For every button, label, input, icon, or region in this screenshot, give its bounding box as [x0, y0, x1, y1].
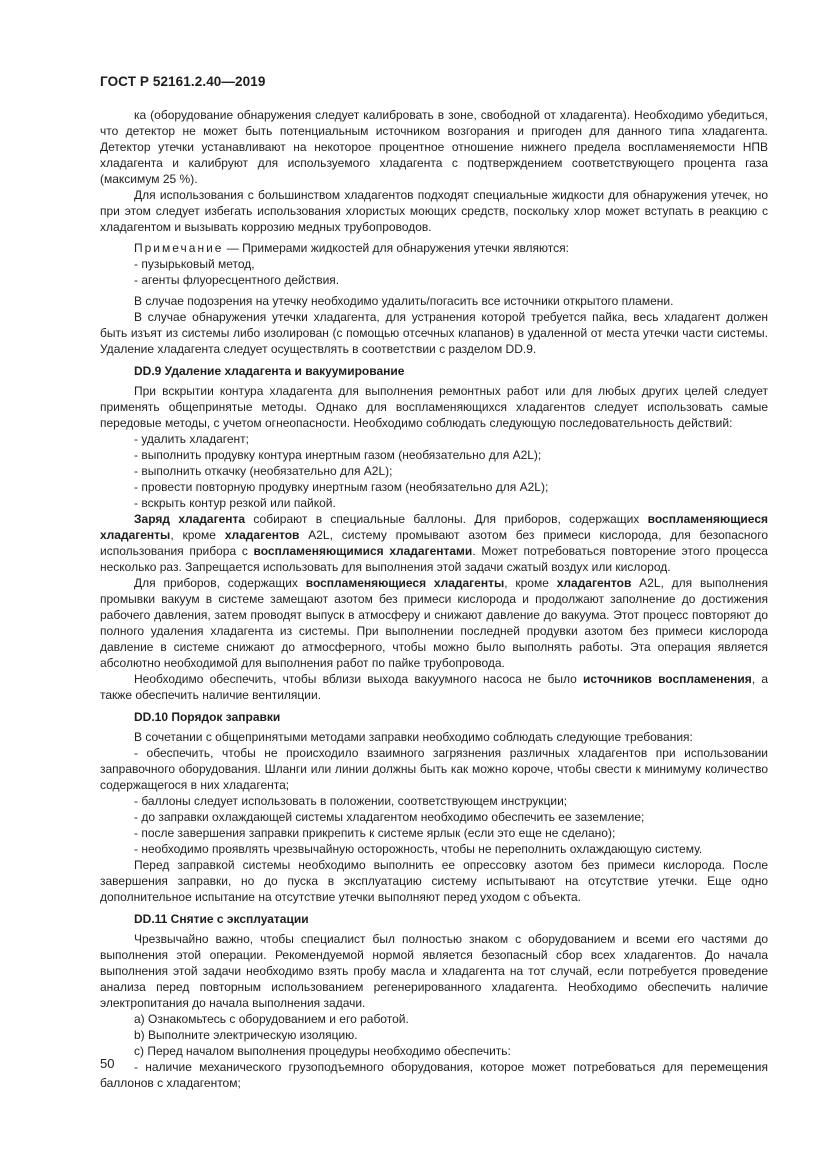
term: хладагентов — [224, 528, 300, 542]
list-item: - наличие механического грузоподъемного оборудования, которое может потребоваться для перемещения баллонов с хладагентом; — [100, 1060, 768, 1090]
list-item: - после завершения заправки прикрепить к системе ярлык (если это еще не сделано); — [134, 826, 616, 840]
paragraph: ка (оборудование обнаружения следует калибровать в зоне, свободной от хладагента). Необходимо убедиться, что детектор не может быть потенциальным источником возгорания и пригоден для данного типа хладагента. Детектор утечки устанавливают на некоторое процентное отношение нижнего предела воспламеняемости НПВ хладагента и калибруют для используемого хладагента с подтверждением соответствующего процента газа (максимум 25 %). — [100, 108, 768, 186]
paragraph — [100, 671, 768, 703]
section-heading-dd10: DD.10 Порядок заправки — [134, 710, 281, 724]
paragraph: При вскрытии контура хладагента для выполнения ремонтных работ или для любых других целей следует применять общепринятые методы. Однако для воспламеняющихся хладагентов следует использовать самые передовые методы, с учетом огнеопасности. Необходимо соблюдать следующую последовательность действий: — [100, 384, 768, 430]
term: Заряд хладагента — [134, 512, 246, 526]
page-body — [100, 107, 768, 1091]
paragraph: Для использования с большинством хладагентов подходят специальные жидкости для обнаружения утечек, но при этом следует избегать использования хлористых моющих средств, поскольку хлор может вступать в реакцию с хладагентом и вызывать коррозию медных трубопроводов. — [100, 188, 768, 234]
paragraph: В случае обнаружения утечки хладагента, для устранения которой требуется пайка, весь хладагент должен быть изъят из системы либо изолирован (с помощью отсечных клапанов) в удаленной от места утечки части системы. Удаление хладагента следует осуществлять в соответствии с разделом DD.9. — [100, 310, 768, 356]
list-item: - до заправки охлаждающей системы хладагентом необходимо обеспечить ее заземление; — [134, 810, 645, 824]
note-text: — Примерами жидкостей для обнаружения утечки являются: — [223, 241, 569, 255]
term: источников воспламенения — [582, 672, 752, 686]
list-item: - обеспечить, чтобы не происходило взаимного загрязнения различных хладагентов при использовании заправочного оборудования. Шланги или линии должны быть как можно короче, чтобы свести к минимуму количество содержащегося в них хладагента; — [100, 746, 768, 792]
list-item: a) Ознакомьтесь с оборудованием и его работой. — [134, 1012, 409, 1026]
note-item: - агенты флуоресцентного действия. — [134, 273, 340, 287]
list-item: c) Перед началом выполнения процедуры необходимо обеспечить: — [134, 1044, 511, 1058]
text-run: A2L, систему промывают азотом без примеси кислорода, для безопасного использования прибора с — [100, 528, 768, 558]
section-heading-dd11: DD.11 Снятие с эксплуатации — [134, 912, 309, 926]
list-item: - выполнить откачку (необязательно для A2L); — [134, 464, 393, 478]
list-item: - удалить хладагент; — [134, 432, 249, 446]
text-run: Необходимо обеспечить, чтобы вблизи выхода вакуумного насоса не было — [134, 672, 583, 686]
list-item: - необходимо проявлять чрезвычайную осторожность, чтобы не переполнить охлаждающую систему. — [134, 842, 703, 856]
note — [100, 240, 768, 256]
paragraph: Чрезвычайно важно, чтобы специалист был полностью знаком с оборудованием и всеми его частями до выполнения этой операции. Рекомендуемой нормой является безопасный сбор всех хладагентов. До начала выполнения этой задачи необходимо взять пробу масла и хладагента на тот случай, если потребуется проведение анализа перед повторным использованием регенерированного хладагента. Необходимо обеспечить наличие электропитания до начала выполнения задачи. — [100, 932, 768, 1010]
text-run: Для приборов, содержащих — [134, 576, 306, 590]
term: воспламеняющимися хладагентами — [253, 544, 473, 558]
term: хладагентов — [556, 576, 632, 590]
list-item: - баллоны следует использовать в положении, соответствующем инструкции; — [134, 794, 568, 808]
list-item: b) Выполните электрическую изоляцию. — [134, 1028, 358, 1042]
paragraph — [100, 575, 768, 671]
paragraph — [100, 511, 768, 575]
paragraph: В случае подозрения на утечку необходимо удалить/погасить все источники открытого пламени. — [134, 294, 674, 308]
text-run: A2L, для выполнения промывки вакуум в системе замещают азотом без примеси кислорода и продолжают заполнение до достижения рабочего давления, затем проводят выпуск в атмосферу и снижают давление до вакуума. Этот процесс повторяют до полного удаления хладагента из системы. При выполнении последней продувки азотом без примеси кислорода давление в системе снижают до атмосферного, чтобы можно было выполнять работы. Эта операция является абсолютно необходимой для выполнения работ по пайке трубопровода. — [100, 576, 769, 670]
standard-header: ГОСТ Р 52161.2.40—2019 — [100, 74, 266, 89]
text-run: . Может потребоваться повторение этого процесса несколько раз. Запрещается использовать для выполнения этой задачи сжатый воздух или кислород. — [100, 544, 768, 574]
text-run: , а также обеспечить наличие вентиляции. — [100, 672, 768, 702]
paragraph: В сочетании с общепринятыми методами заправки необходимо соблюдать следующие требования: — [134, 730, 693, 744]
page-number: 50 — [100, 1056, 115, 1071]
section-heading-dd9: DD.9 Удаление хладагента и вакуумирование — [134, 364, 405, 378]
note-label: Примечание — [134, 241, 224, 255]
list-item: - выполнить продувку контура инертным газом (необязательно для A2L); — [134, 448, 542, 462]
text-run: , кроме — [504, 576, 557, 590]
term: воспламеняющиеся хладагенты — [100, 512, 768, 542]
text-run: собирают в специальные баллоны. Для приборов, содержащих — [245, 512, 648, 526]
paragraph: Перед заправкой системы необходимо выполнить ее опрессовку азотом без примеси кислорода. После завершения заправки, но до пуска в эксплуатацию систему испытывают на отсутствие утечки. Еще одно дополнительное испытание на отсутствие утечки выполняют перед уходом с объекта. — [100, 858, 768, 904]
term: воспламеняющиеся хладагенты — [305, 576, 505, 590]
text-run: , кроме — [170, 528, 225, 542]
list-item: - провести повторную продувку инертным газом (необязательно для A2L); — [134, 480, 549, 494]
list-item: - вскрыть контур резкой или пайкой. — [134, 496, 336, 510]
note-item: - пузырьковый метод, — [134, 257, 255, 271]
